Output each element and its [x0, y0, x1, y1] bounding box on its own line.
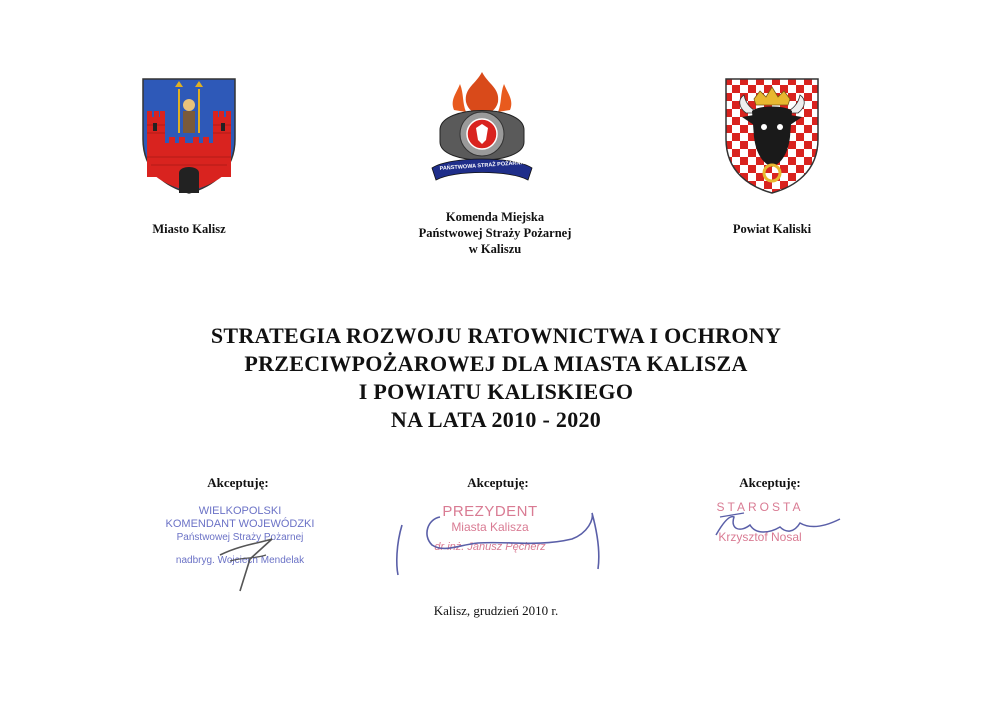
- left-caption: Miasto Kalisz: [152, 222, 226, 236]
- left-stamp-name: nadbryg. Wojciech Mendelak: [175, 555, 305, 566]
- center-signature: [388, 505, 610, 580]
- approval-center-label: Akceptuję:: [467, 475, 529, 490]
- center-caption-line-1: Komenda Miejska: [445, 210, 545, 224]
- right-caption: Powiat Kaliski: [732, 222, 812, 236]
- center-caption-line-2: Państwowej Straży Pożarnej: [418, 226, 572, 240]
- right-stamp-name: Krzysztof Nosal: [718, 530, 802, 544]
- approval-right-label: Akceptuję:: [739, 475, 801, 490]
- powiat-coat-of-arms: [724, 77, 820, 195]
- title-line-2: PRZECIWPOŻAROWEJ DLA MIASTA KALISZA: [244, 351, 748, 376]
- left-signature: [210, 515, 290, 595]
- title-line-3: I POWIATU KALISKIEGO: [358, 379, 634, 404]
- title-line-1: STRATEGIA ROZWOJU RATOWNICTWA I OCHRONY: [210, 323, 782, 348]
- footer-date: Kalisz, grudzień 2010 r.: [433, 603, 559, 618]
- center-caption-line-3: w Kaliszu: [468, 242, 522, 256]
- approval-left-label: Akceptuję:: [207, 475, 269, 490]
- center-stamp-line-2: Miasta Kalisza: [451, 520, 529, 534]
- document-title: [0, 322, 992, 434]
- center-caption: [400, 209, 590, 257]
- emblem-ribbon-text: PAŃSTWOWA STRAŻ POŻARNA: [439, 160, 525, 172]
- right-signature: [700, 505, 850, 550]
- title-line-4: NA LATA 2010 - 2020: [390, 407, 602, 432]
- left-stamp-line-1: WIELKOPOLSKI: [198, 505, 282, 517]
- left-stamp-line-3: Państwowej Straży Pożarnej: [176, 532, 304, 543]
- center-stamp-line-1: PREZYDENT: [442, 503, 538, 520]
- center-stamp-name: dr inż. Janusz Pęcherz: [434, 541, 546, 553]
- kalisz-coat-of-arms: [141, 77, 237, 195]
- left-stamp-line-2: KOMENDANT WOJEWÓDZKI: [165, 518, 315, 530]
- right-stamp-line-1: STAROSTA: [716, 500, 804, 514]
- psp-emblem: [430, 70, 534, 190]
